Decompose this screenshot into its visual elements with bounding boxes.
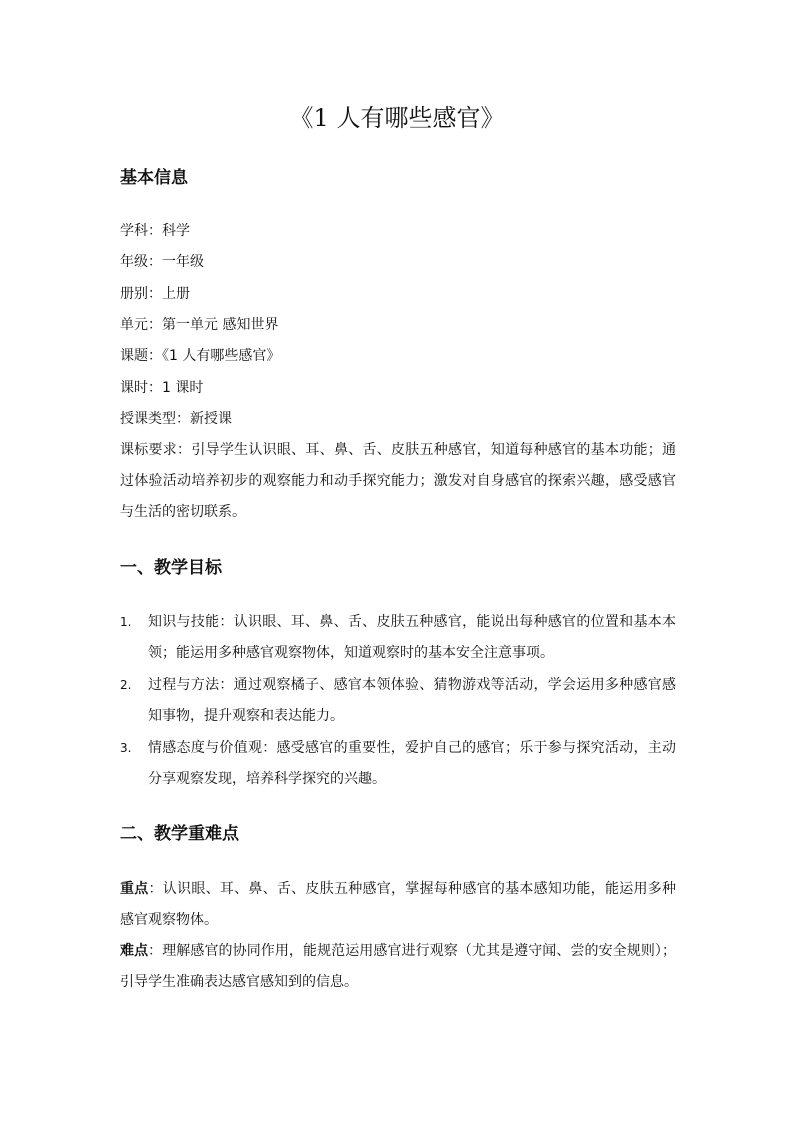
objectives-heading: 一、教学目标 — [120, 558, 222, 578]
focus-paragraph — [120, 874, 676, 936]
focus-label: 重点 — [120, 881, 149, 897]
objective-text: 知识与技能：认识眼、耳、鼻、舌、皮肤五种感官，能说出每种感官的位置和基本本领；能运用多种感官观察物体，知道观察时的基本安全注意事项。 — [148, 614, 676, 661]
objective-number: 3. — [120, 741, 132, 755]
difficulty-label: 难点 — [120, 943, 149, 959]
info-volume: 册别：上册 — [120, 286, 190, 302]
objective-item-2 — [120, 670, 676, 732]
focus-text: ：认识眼、耳、鼻、舌、皮肤五种感官，掌握每种感官的基本感知功能，能运用多种感官观察物体。 — [120, 881, 677, 928]
info-subject: 学科：科学 — [120, 223, 190, 239]
objective-number: 1. — [120, 615, 132, 629]
info-grade: 年级：一年级 — [120, 254, 204, 270]
info-standard: 课标要求：引导学生认识眼、耳、鼻、舌、皮肤五种感官，知道每种感官的基本功能；通过体验活动培养初步的观察能力和动手探究能力；激发对自身感官的探索兴趣，感受感官与生活的密切联系。 — [120, 442, 676, 520]
objective-item-1 — [120, 607, 676, 669]
info-lesson-type: 授课类型：新授课 — [120, 411, 232, 427]
difficulty-paragraph — [120, 936, 676, 998]
info-hours: 课时：1 课时 — [120, 380, 204, 396]
info-topic: 课题：《1 人有哪些感官》 — [120, 348, 281, 364]
info-unit: 单元：第一单元 感知世界 — [120, 317, 279, 333]
objective-text: 过程与方法：通过观察橘子、感官本领体验、猜物游戏等活动，学会运用多种感官感知事物，提升观察和表达能力。 — [148, 677, 676, 724]
key-points-heading: 二、教学重难点 — [120, 824, 239, 844]
objective-item-3 — [120, 733, 676, 795]
difficulty-text: ：理解感官的协同作用，能规范运用感官进行观察（尤其是遵守闻、尝的安全规则）；引导学生准确表达感官感知到的信息。 — [120, 943, 677, 990]
basic-info-heading: 基本信息 — [120, 168, 188, 188]
document-title: 《1 人有哪些感官》 — [289, 104, 505, 132]
objective-number: 2. — [120, 678, 132, 692]
objective-text: 情感态度与价值观：感受感官的重要性，爱护自己的感官；乐于参与探究活动，主动分享观察发现，培养科学探究的兴趣。 — [148, 740, 676, 787]
